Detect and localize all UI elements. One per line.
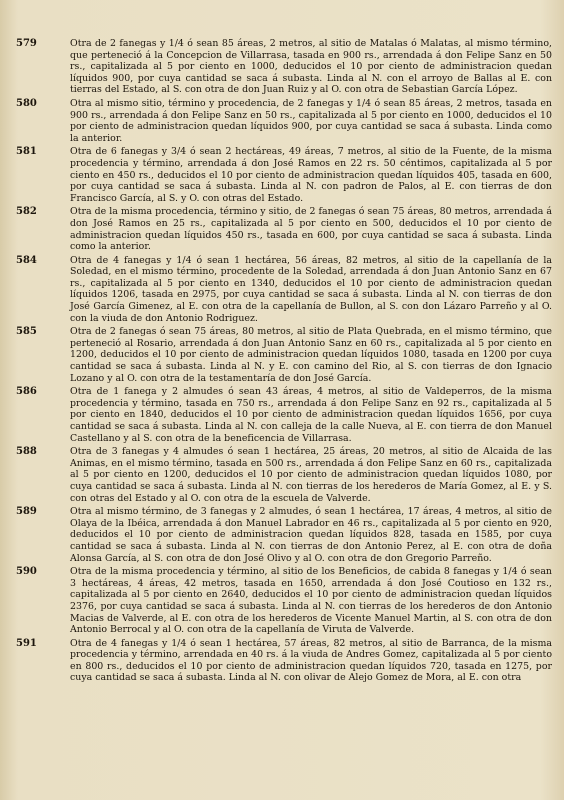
entry-text: Otra de 6 fanegas y 3/4 ó sean 2 hectáreas, 49 áreas, 7 metros, al sitio de la Fuente, de la misma procedencia y término, arrendada á don José Ramos en 22 rs. 50 céntimos, capitalizada al 5 por ciento en 450 rs., deducidos el 10 por ciento de administracion quedan líquidos 405, tasada en 600, por cuya cantidad se saca á subasta. Linda al N. con padron de Palos, al E. con tierras de don Francisco García, al S. y O. con otras del Estado.	[70, 146, 552, 204]
entry-number: 586	[16, 386, 37, 398]
entry-text: Otra al mismo término, de 3 fanegas y 2 almudes, ó sean 1 hectárea, 17 áreas, 4 metros, al sitio de Olaya de la Ibéica, arrendada á don Manuel Labrador en 46 rs., capitalizada al 5 por ciento en 920, deducidos el 10 por ciento de administracion quedan líquidos 828, tasada en 1585, por cuya cantidad se saca á subasta. Linda al N. con tierras de don Antonio Perez, al E. con otra de doña Alonsa García, al S. con otra de don José Olivo y al O. con otra de don Gregorio Parreño.	[70, 506, 552, 564]
entry-text: Otra de 4 fanegas y 1/4 ó sean 1 hectárea, 56 áreas, 82 metros, al sitio de la capellanía de la Soledad, en el mismo término, procedente de la Soledad, arrendada á don Juan Antonio Sanz en 67 rs., capitalizada al 5 por ciento en 1340, deducidos el 10 por ciento de administracion quedan líquidos 1206, tasada en 2975, por cuya cantidad se saca á subasta. Linda al N. con tierras de don José García Gimenez, al E. con otra de la capellanía de Bullon, al S. con don Lázaro Parreño y al O. con la viuda de don Antonio Rodriguez.	[70, 254, 552, 324]
entry-579	[4, 38, 552, 96]
entry-text: Otra de la misma procedencia, término y sitio, de 2 fanegas ó sean 75 áreas, 80 metros, arrendada á don José Ramos en 25 rs., capitalizada al 5 por ciento en 500, deducidos el 10 por ciento de administracion quedan líquidos 450 rs., tasada en 600, por cuya cantidad se saca á subasta. Linda como la anterior.	[70, 206, 552, 253]
entry-586	[4, 386, 552, 444]
entry-number: 584	[16, 254, 37, 266]
entry-589	[4, 506, 552, 564]
entry-text: Otra de la misma procedencia y término, al sitio de los Beneficios, de cabida 8 fanegas y 1/4 ó sean 3 hectáreas, 4 áreas, 42 metros, tasada en 1650, arrendada á don José Coutioso en 132 rs., capitalizada al 5 por ciento en 2640, deducidos el 10 por ciento de administracion quedan líquidos 2376, por cuya cantidad se saca á subasta. Linda al N. con tierras de los herederos de don Antonio Macias de Valverde, al E. con otra de los herederos de Vicente Manuel Martin, al S. con otra de don Antonio Berrocal y al O. con otra de la capellanía de Viruta de Valverde.	[70, 566, 552, 636]
entry-text: Otra de 1 fanega y 2 almudes ó sean 43 áreas, 4 metros, al sitio de Valdeperros, de la misma procedencia y término, tasada en 750 rs., arrendada á don Felipe Sanz en 92 rs., capitalizada al 5 por ciento en 1840, deducidos el 10 por ciento de administracion quedan líquidos 1656, por cuya cantidad se saca á subasta. Linda al N. con calleja de la calle Nueva, al E. con tierra de don Manuel Castellano y al S. con otra de la beneficencia de Villarrasa.	[70, 386, 552, 444]
entry-text: Otra de 4 fanegas y 1/4 ó sean 1 hectárea, 57 áreas, 82 metros, al sitio de Barranca, de la misma procedencia y término, arrendada en 40 rs. á la viuda de Andres Gomez, capitalizada al 5 por ciento en 800 rs., deducidos el 10 por ciento de administracion quedan líquidos 720, tasada en 1275, por cuya cantidad se saca á subasta. Linda al N. con olivar de Alejo Gomez de Mora, al E. con otra	[70, 637, 552, 684]
entry-581	[4, 146, 552, 204]
entry-584	[4, 255, 552, 325]
entry-number: 591	[16, 637, 37, 649]
entry-number: 590	[16, 566, 37, 578]
entry-number: 581	[16, 146, 37, 158]
entry-number: 579	[16, 38, 37, 49]
entry-number: 580	[16, 97, 37, 109]
entry-580	[4, 98, 552, 144]
entry-text: Otra de 2 fanegas y 1/4 ó sean 85 áreas, 2 metros, al sitio de Matalas ó Malatas, al mismo término, que perteneció á la Concepcion de Villarrasa, tasada en 900 rs., arrendada á don Felipe Sanz en 50 rs., capitalizada al 5 por ciento en 1000, deducidos el 10 por ciento de administracion quedan líquidos 900, por cuya cantidad se saca á subasta. Linda al N. con el arroyo de Ballas al E. con tierras del Estado, al S. con otra de don Juan Ruiz y al O. con otra de Sebastian García López.	[70, 38, 552, 96]
entry-582	[4, 206, 552, 252]
entry-number: 585	[16, 326, 37, 338]
entry-588	[4, 446, 552, 504]
entry-590	[4, 566, 552, 636]
entry-text: Otra de 2 fanegas ó sean 75 áreas, 80 metros, al sitio de Plata Quebrada, en el mismo término, que perteneció al Rosario, arrendada á don Juan Antonio Sanz en 60 rs., capitalizada al 5 por ciento en 1200, deducidos el 10 por ciento de administracion quedan líquidos 1080, tasada en 1200 por cuya cantidad se saca á subasta. Linda al N. y E. con camino del Rio, al S. con tierras de don Ignacio Lozano y al O. con otra de la testamentaría de don José García.	[70, 326, 552, 384]
entry-591	[4, 638, 552, 684]
entry-number: 588	[16, 446, 37, 458]
entry-number: 582	[16, 206, 37, 218]
entry-text: Otra al mismo sitio, término y procedencia, de 2 fanegas y 1/4 ó sean 85 áreas, 2 metros, tasada en 900 rs., arrendada á don Felipe Sanz en 50 rs., capitalizada al 5 por ciento en 1000, deducidos el 10 por ciento de administracion quedan líquidos 900, por cuya cantidad se saca á subasta. Linda como la anterior.	[70, 97, 552, 144]
entry-number: 589	[16, 506, 37, 518]
entry-585	[4, 326, 552, 384]
entry-text: Otra de 3 fanegas y 4 almudes ó sean 1 hectárea, 25 áreas, 20 metros, al sitio de Alcaida de las Animas, en el mismo término, tasada en 500 rs., arrendada á don Felipe Sanz en 60 rs., capitalizada al 5 por ciento en 1200, deducidos el 10 por ciento de administracion quedan líquidos 1080, por cuya cantidad se saca á subasta. Linda al N. con tierras de los herederos de María Gomez, al E. y S. con otras del Estado y al O. con otra de la escuela de Valverde.	[70, 446, 552, 504]
